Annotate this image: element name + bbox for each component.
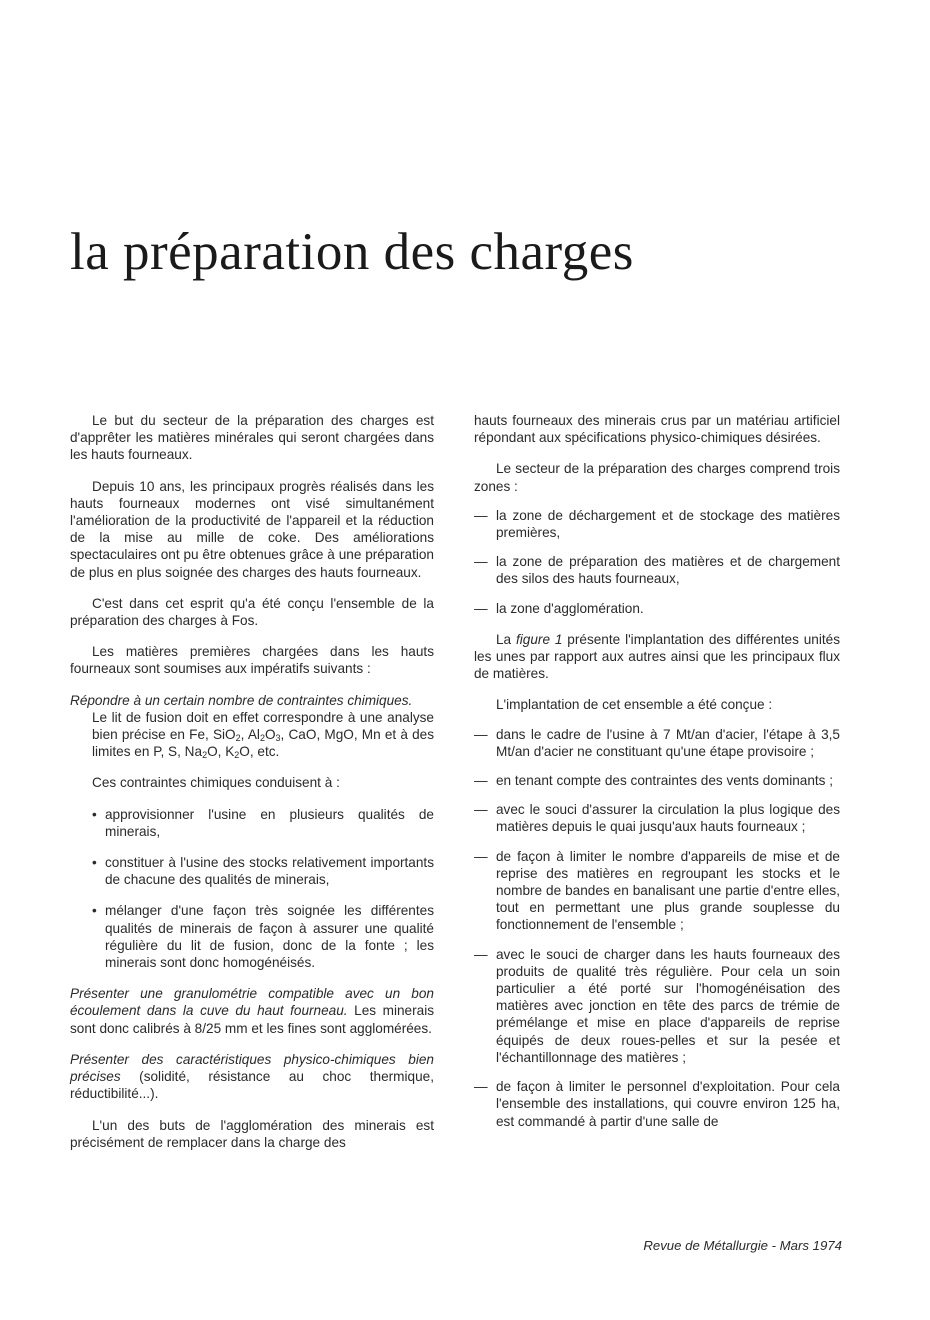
granulometry-section [70,985,434,1037]
list-item: • mélanger d'une façon très soignée les différentes qualités de minerais de façon à assurer une qualité régulière du lit de fusion, donc de la fonte ; les minerais sont donc homogénéisés. [92,903,434,971]
left-column [70,412,434,1151]
list-item: — avec le souci de charger dans les hauts fourneaux des produits de qualité très régulière. Pour cela un soin particulier a été porté sur l'homogénéisation des matières avec jonction en tête des parcs de trémie de prémélange et mise en place d'appareils de reprise équipés de deux roues-pelles et sur la pesée et l'échantillonnage des matières ; [474,946,840,1065]
physico-chemical-section [70,1051,434,1103]
dash-icon: — [474,802,488,818]
page-title: la préparation des charges [70,223,634,281]
physico-chemical-text: (solidité, résistance au choc thermique, réductibilité...). [70,1069,434,1102]
physico-chemical-heading: Présenter des caractéristiques physico-chimiques bien précises [70,1051,434,1085]
list-item: — de façon à limiter le personnel d'exploitation. Pour cela l'ensemble des installations, qui couvre environ 125 ha, est commandé à partir d'une salle de [474,1079,840,1129]
dash-icon: — [474,773,488,789]
chemical-constraints-heading: Répondre à un certain nombre de contraintes chimiques. [70,692,413,708]
list-item: • constituer à l'usine des stocks relativement importants de chacune des qualités de minerais, [92,855,434,888]
bullet-icon: • [92,903,97,919]
paragraph-zones: Le secteur de la préparation des charges comprend trois zones : [474,461,840,494]
list-item: — dans le cadre de l'usine à 7 Mt/an d'acier, l'étape à 3,5 Mt/an d'acier ne constituant qu'une étape provisoire ; [474,726,840,759]
list-item: — la zone de déchargement et de stockage des matières premières, [474,507,840,541]
chemical-constraints-text: Le lit de fusion doit en effet correspondre à une analyse bien précise en Fe, SiO$_2$, $Al_2O_3$, CaO, MgO, Mn et à des limites en P, S, $Na_2O$, $K_2O$, etc. [92,709,434,761]
list-item: • approvisionner l'usine en plusieurs qualités de minerais, [92,806,434,839]
chemical-constraints-section [70,692,434,709]
journal-footer: Revue de Métallurgie - Mars 1974 [643,1238,842,1253]
dash-icon: — [474,507,488,523]
dash-icon: — [474,726,488,742]
list-item: — avec le souci d'assurer la circulation la plus logique des matières depuis le quai jusqu'aux hauts fourneaux ; [474,802,840,835]
dash-icon: — [474,848,488,864]
granulometry-heading: Présenter une granulométrie compatible avec un bon écoulement dans la cuve du haut fourneau. [70,986,434,1019]
list-item: — en tenant compte des contraintes des vents dominants ; [474,773,834,789]
bullet-icon: • [92,806,97,822]
paragraph-consequences: Ces contraintes chimiques conduisent à : [92,775,340,791]
intro-paragraph: Le but du secteur de la préparation des charges est d'apprêter les matières minérales qui seront chargées dans les hauts fourneaux. [70,413,434,463]
figure-reference: figure 1 [516,631,563,647]
list-item: — la zone de préparation des matières et de chargement des silos des hauts fourneaux, [474,554,840,587]
list-item: — la zone d'agglomération. [474,600,644,616]
paragraph-agglomeration: L'un des buts de l'agglomération des minerais est précisément de remplacer dans la charge des [70,1117,434,1150]
dash-icon: — [474,600,488,616]
dash-icon: — [474,1079,488,1095]
paragraph-fos: C'est dans cet esprit qu'a été conçu l'ensemble de la préparation des charges à Fos. [70,595,434,629]
dash-icon: — [474,554,488,570]
bullet-icon: • [92,855,97,871]
right-column [474,412,840,1130]
dash-icon: — [474,946,488,962]
paragraph-continuation: hauts fourneaux des minerais crus par un matériau artificiel répondant aux spécifications physico-chimiques désirées. [474,413,840,446]
paragraph-figure: La figure 1 présente l'implantation des différentes unités les unes par rapport aux autres ainsi que les principaux flux de matières. [474,631,841,682]
list-item: — de façon à limiter le nombre d'appareils de mise et de reprise des matières en regroupant les stocks et le nombre de bandes en banalisant une partie d'entre elles, tout en permettant une plus grande souplesse du fonctionnement de l'ensemble ; [474,848,840,933]
paragraph-implantation: L'implantation de cet ensemble a été conçue : [496,697,773,713]
paragraph-imperatives: Les matières premières chargées dans les hauts fourneaux sont soumises aux impératifs suivants : [70,644,434,677]
granulometry-text: Les minerais sont donc calibrés à 8/25 mm et les fines sont agglomérées. [70,1003,435,1036]
paragraph-progress: Depuis 10 ans, les principaux progrès réalisés dans les hauts fourneaux modernes ont visé simultanément l'amélioration de la productivité de l'appareil et la réduction de la mise au mille de coke. Des améliorations spectaculaires ont pu être obtenues grâce à une préparation de plus en plus soignée des charges des hauts fourneaux. [70,478,434,580]
